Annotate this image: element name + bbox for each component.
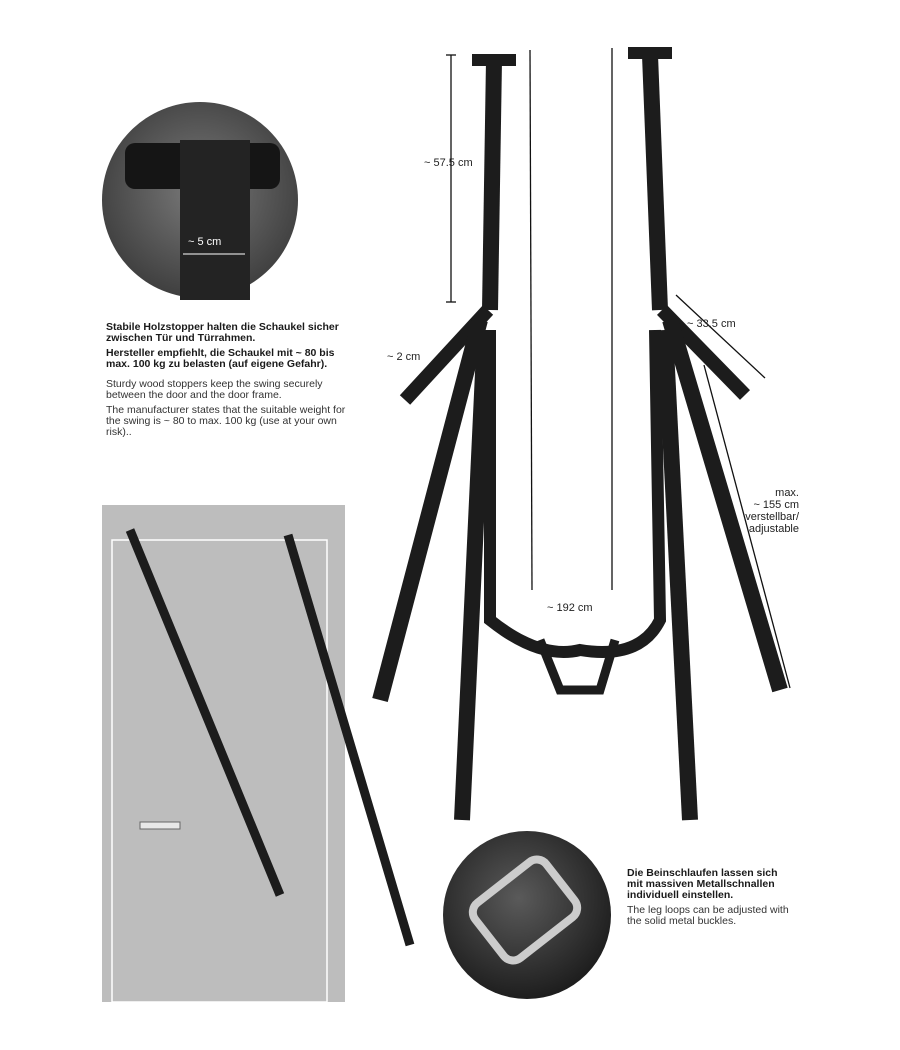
total-length-label: ~ 192 cm — [547, 602, 593, 614]
stopper-text-en-1: Sturdy wood stoppers keep the swing securely between the door and the door frame. — [106, 378, 323, 401]
stopper-detail-circle — [102, 102, 298, 300]
stopper-width-label: ~ 5 cm — [188, 236, 222, 248]
stopper-text-de-1: Stabile Holzstopper halten die Schaukel sicher zwischen Tür und Türrahmen. — [106, 321, 339, 344]
stopper-description — [106, 322, 356, 438]
buckle-text-de: Die Beinschlaufen lassen sich mit massiven Metallschnallen individuell einstellen. — [627, 867, 778, 901]
leg-strap-line: verstellbar/ — [745, 511, 799, 523]
side-loop-length-label: ~ 33.5 cm — [687, 318, 736, 330]
stopper-text-en-2: The manufacturer states that the suitable weight for the swing is ~ 80 to max. 100 kg (use at your own risk).. — [106, 404, 346, 438]
buckle-detail-circle — [443, 831, 611, 999]
leg-strap-line: adjustable — [748, 523, 799, 535]
top-strap-length-label: ~ 57.5 cm — [424, 157, 473, 169]
buckle-text-en: The leg loops can be adjusted with the solid metal buckles. — [627, 904, 789, 927]
door-illustration — [102, 505, 410, 1002]
buckle-description — [627, 868, 792, 927]
leg-strap-line: max. — [775, 487, 799, 499]
strap-width-label: ~ 2 cm — [387, 351, 421, 363]
stopper-text-de-2: Hersteller empfiehlt, die Schaukel mit ~ 80 bis max. 100 kg zu belasten (auf eigene Gefahr). — [106, 347, 335, 370]
leg-strap-length-label — [735, 487, 799, 535]
leg-strap-line: ~ 155 cm — [753, 499, 799, 511]
